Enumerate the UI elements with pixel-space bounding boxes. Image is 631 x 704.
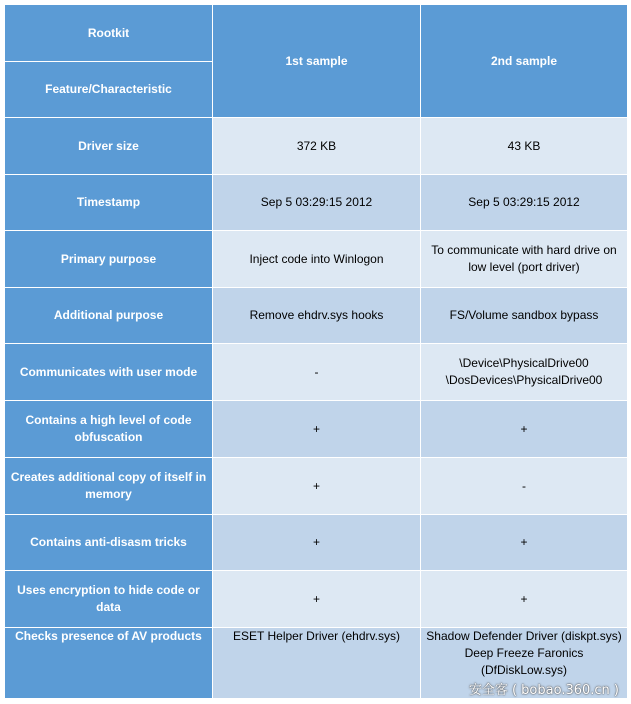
header-rootkit: Rootkit (5, 5, 213, 62)
sample1-value: Remove ehdrv.sys hooks (213, 288, 421, 344)
sample1-value: Sep 5 03:29:15 2012 (213, 175, 421, 231)
watermark-text: 安全客 ( bobao.360.cn ) (468, 683, 619, 698)
sample1-value: + (213, 571, 421, 628)
table-row (5, 288, 628, 344)
device-path: \Device\PhysicalDrive00 (459, 356, 589, 370)
table-row (5, 118, 628, 175)
header-feature: Feature/Characteristic (5, 62, 213, 118)
sample2-value: Sep 5 03:29:15 2012 (421, 175, 628, 231)
shadow-defender-entry: Shadow Defender Driver (diskpt.sys) (426, 629, 622, 643)
table-row (5, 344, 628, 401)
sample1-value: + (213, 458, 421, 515)
sample2-value: FS/Volume sandbox bypass (421, 288, 628, 344)
comparison-table (4, 4, 628, 699)
sample1-value: ESET Helper Driver (ehdrv.sys) (213, 628, 421, 699)
sample2-value: - (421, 458, 628, 515)
deep-freeze-entry: Deep Freeze Faronics (DfDiskLow.sys) (464, 646, 584, 677)
table-row (5, 515, 628, 571)
row-label: Checks presence of AV products (5, 628, 213, 699)
row-label: Contains a high level of code obfuscation (5, 401, 213, 458)
header-1st-sample: 1st sample (213, 5, 421, 118)
sample1-value: + (213, 401, 421, 458)
sample2-value: To communicate with hard drive on low level (port driver) (421, 231, 628, 288)
sample1-value: Inject code into Winlogon (213, 231, 421, 288)
table-row (5, 458, 628, 515)
table-row (5, 175, 628, 231)
table-row (5, 231, 628, 288)
row-label: Communicates with user mode (5, 344, 213, 401)
table-row (5, 401, 628, 458)
sample2-value (421, 344, 628, 401)
dosdevices-path: \DosDevices\PhysicalDrive00 (445, 373, 603, 387)
header-2nd-sample: 2nd sample (421, 5, 628, 118)
row-label: Driver size (5, 118, 213, 175)
sample1-value: + (213, 515, 421, 571)
table-row (5, 571, 628, 628)
sample2-value: + (421, 515, 628, 571)
row-label: Creates additional copy of itself in memory (5, 458, 213, 515)
sample2-value: + (421, 401, 628, 458)
sample1-value: - (213, 344, 421, 401)
sample2-value: + (421, 571, 628, 628)
row-label: Timestamp (5, 175, 213, 231)
row-label: Primary purpose (5, 231, 213, 288)
row-label: Contains anti-disasm tricks (5, 515, 213, 571)
row-label: Uses encryption to hide code or data (5, 571, 213, 628)
sample2-value: 43 KB (421, 118, 628, 175)
sample1-value: 372 KB (213, 118, 421, 175)
row-label: Additional purpose (5, 288, 213, 344)
